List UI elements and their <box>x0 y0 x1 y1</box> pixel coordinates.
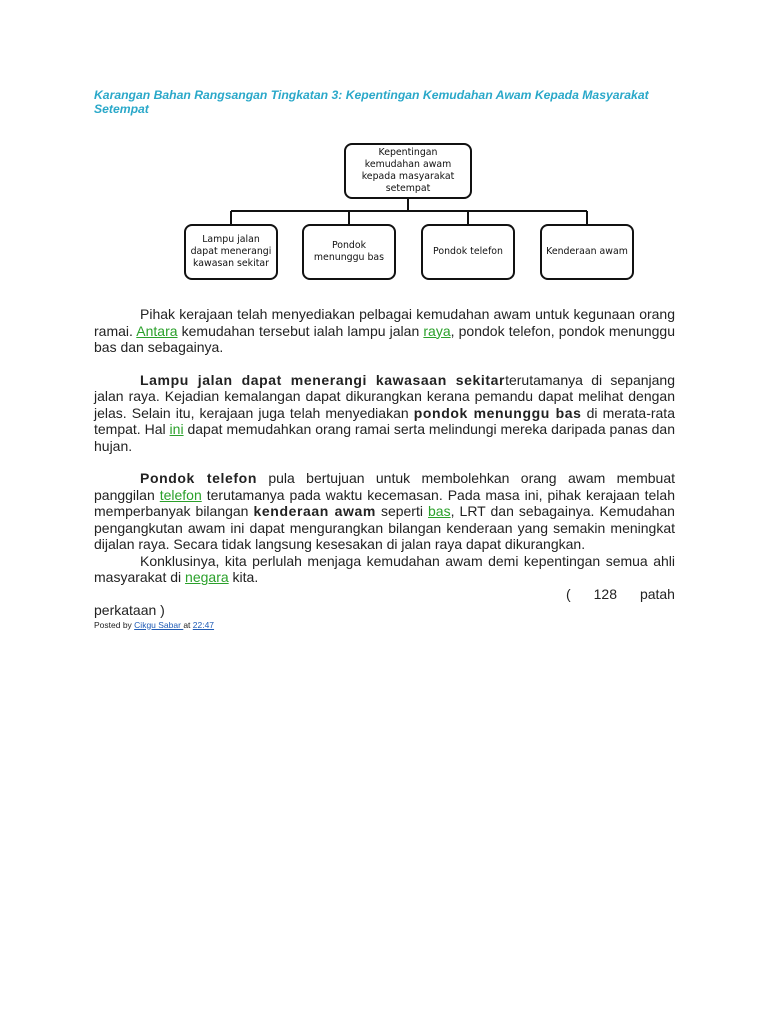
link-ini[interactable]: ini <box>169 421 184 437</box>
paragraph-2 <box>94 372 675 455</box>
word-count-number: 128 <box>593 585 617 602</box>
at-label: at <box>183 619 193 630</box>
link-negara[interactable]: negara <box>185 569 229 585</box>
text: di merata-rata tempat. Hal <box>94 404 675 437</box>
paragraph-1 <box>94 306 675 356</box>
bold-term: Pondok telefon <box>140 470 257 486</box>
link-telefon[interactable]: telefon <box>159 486 202 503</box>
diagram-root-node: Kepentingan kemudahan awam kepada masyarakat setempat <box>344 143 472 199</box>
word-count-word: patah <box>639 585 675 602</box>
text: pula bertujuan untuk membolehkan orang awam membuat panggilan <box>94 470 675 503</box>
bold-term: Lampu jalan dapat menerangi kawasaan sekitar <box>140 371 506 388</box>
text: Konklusinya, kita perlulah menjaga kemudahan awam demi kepentingan semua ahli masyarakat di <box>94 552 675 585</box>
text: dapat memudahkan orang ramai serta melindungi mereka daripada panas dan hujan. <box>94 421 675 454</box>
text: , pondok telefon, pondok menunggu bas dan sebagainya. <box>94 322 675 355</box>
link-antara[interactable]: Antara <box>136 322 178 339</box>
document-title: Karangan Bahan Rangsangan Tingkatan 3: Kepentingan Kemudahan Awam Kepada Masyarakat Setempat <box>94 88 649 116</box>
link-raya[interactable]: raya <box>423 322 451 339</box>
paragraph-3 <box>94 470 675 553</box>
diagram-node-kenderaan-awam: Kenderaan awam <box>540 224 634 280</box>
text: kemudahan tersebut ialah lampu jalan <box>177 322 424 339</box>
posted-by-label: Posted by <box>94 619 135 630</box>
diagram-node-lampu-jalan: Lampu jalan dapat menerangi kawasan sekitar <box>184 224 278 280</box>
paragraph-4 <box>94 553 675 586</box>
bold-term: pondok menunggu bas <box>413 404 582 421</box>
word-count <box>94 586 675 603</box>
timestamp-link[interactable]: 22:47 <box>192 619 215 630</box>
post-footer <box>94 620 675 631</box>
word-count-line-2: perkataan ) <box>94 602 165 618</box>
text: kita. <box>228 569 259 585</box>
text: terutamanya pada waktu kecemasan. Pada masa ini, pihak kerajaan telah memperbanyak bilangan <box>94 486 675 519</box>
diagram-node-pondok-telefon: Pondok telefon <box>421 224 515 280</box>
text: , LRT dan sebagainya. Kemudahan pengangkutan awam ini dapat mengurangkan bilangan kenderaan yang semakin meningkat dijalan raya. Secara tidak langsung kesesakan di jalan raya dapat dikurangkan. <box>94 503 675 552</box>
link-bas[interactable]: bas <box>428 503 451 519</box>
word-count-open: ( <box>566 585 571 602</box>
bold-term: kenderaan awam <box>253 503 376 519</box>
diagram-node-pondok-menunggu-bas: Pondok menunggu bas <box>302 224 396 280</box>
essay-body <box>94 306 675 631</box>
mind-map-diagram <box>0 0 768 300</box>
author-link[interactable]: Cikgu Sabar <box>134 619 184 630</box>
text: terutamanya di sepanjang jalan raya. Kejadian kemalangan dapat dikurangkan kerana pemandu dapat melihat dengan jelas. Selain itu, kerajaan juga telah menyediakan <box>94 371 676 421</box>
text: seperti <box>375 503 429 519</box>
text: Pihak kerajaan telah menyediakan pelbagai kemudahan awam untuk kegunaan orang ramai. <box>94 306 675 339</box>
